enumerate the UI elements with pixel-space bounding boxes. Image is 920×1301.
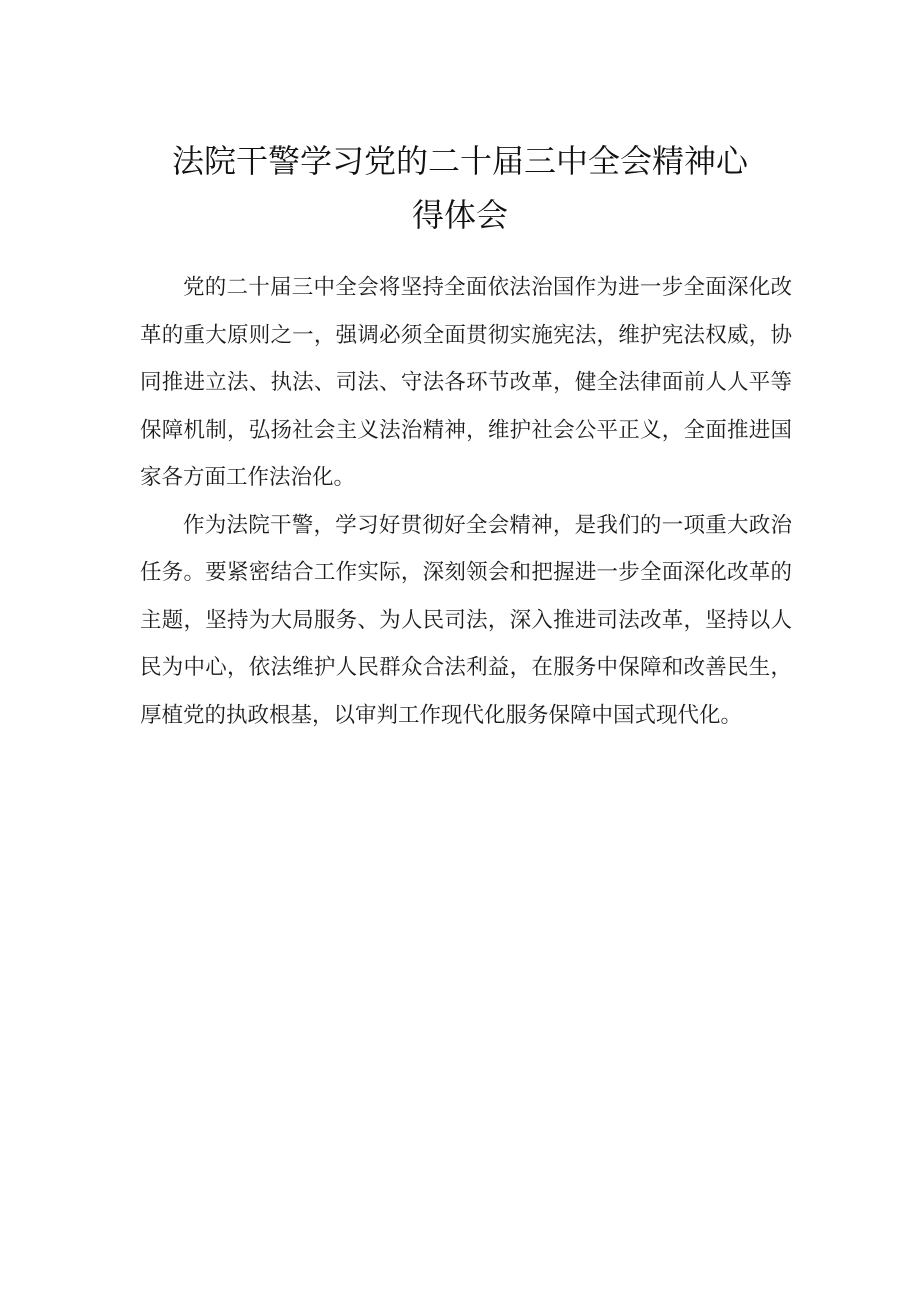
document-title xyxy=(0,134,920,242)
title-line-2: 得体会 xyxy=(411,196,508,234)
document-body xyxy=(140,264,792,739)
title-line-1: 法院干警学习党的二十届三中全会精神心 xyxy=(171,142,748,180)
paragraph-1: 党的二十届三中全会将坚持全面依法治国作为进一步全面深化改革的重大原则之一，强调必须全面贯彻实施宪法，维护宪法权威，协同推进立法、执法、司法、守法各环节改革，健全法律面前人人平等保障机制，弘扬社会主义法治精神，维护社会公平正义，全面推进国家各方面工作法治化。 xyxy=(140,275,792,490)
paragraph-2: 作为法院干警，学习好贯彻好全会精神，是我们的一项重大政治任务。要紧密结合工作实际，深刻领会和把握进一步全面深化改革的主题，坚持为大局服务、为人民司法，深入推进司法改革，坚持以人民为中心，依法维护人民群众合法利益，在服务中保障和改善民生，厚植党的执政根基，以审判工作现代化服务保障中国式现代化。 xyxy=(140,512,792,728)
